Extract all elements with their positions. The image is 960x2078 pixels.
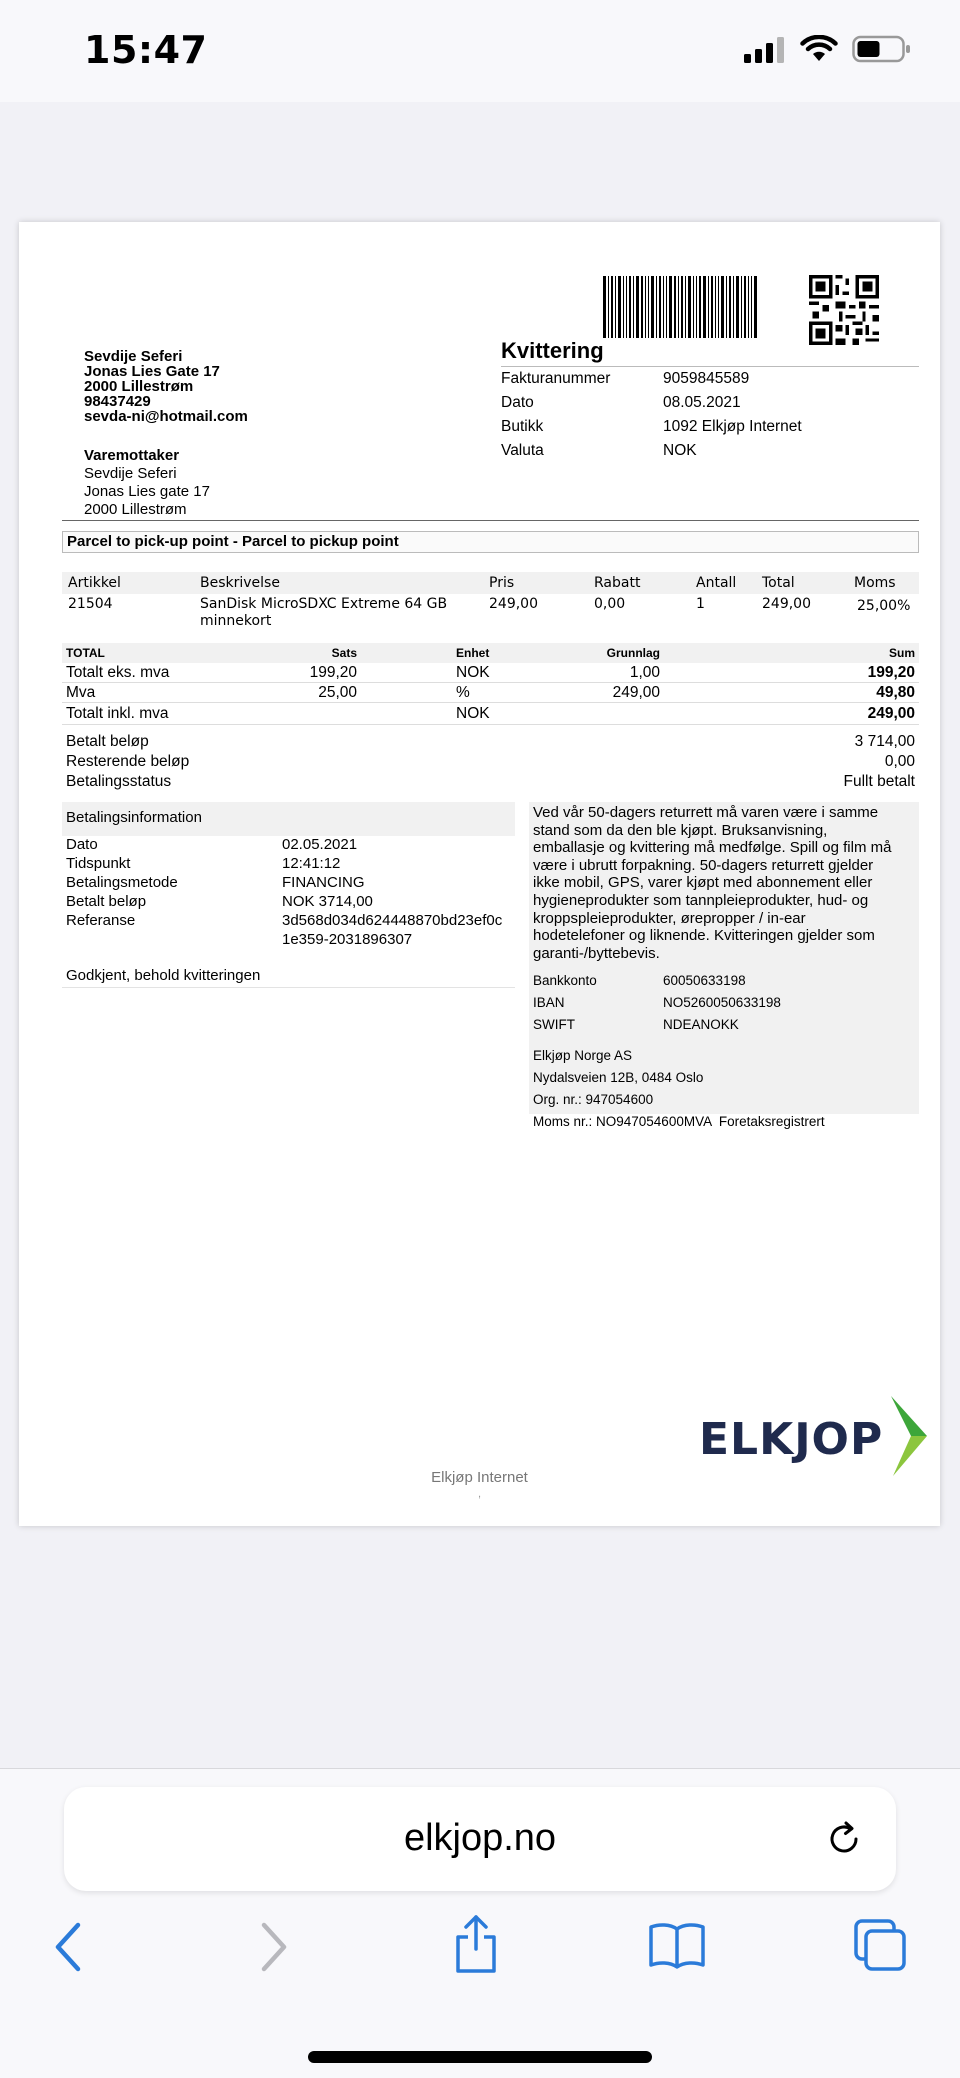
buyer-street: Jonas Lies Gate 17: [84, 363, 220, 380]
totals-sum: 49,80: [876, 684, 915, 701]
payment-reference-cont: 1e359-2031896307: [282, 931, 413, 948]
payment-info-label: Betalingsmetode: [66, 874, 178, 891]
table-row: [62, 663, 919, 683]
buyer-phone: 98437429: [84, 393, 151, 410]
recipient-city: 2000 Lillestrøm: [84, 501, 187, 518]
payment-info-label: Dato: [66, 836, 98, 853]
section-divider: [62, 520, 919, 521]
payment-info-label: Tidspunkt: [66, 855, 131, 872]
item-vat: 25,00%: [857, 598, 911, 614]
col-article: Artikkel: [68, 575, 121, 591]
payment-date: 02.05.2021: [282, 836, 358, 853]
invoice-number: 9059845589: [663, 370, 750, 387]
item-price: 249,00: [489, 596, 538, 612]
paid-amount-label: Betalt beløp: [66, 733, 149, 750]
recipient-street: Jonas Lies gate 17: [84, 483, 210, 500]
totals-sum: 199,20: [867, 664, 915, 681]
buyer-city: 2000 Lillestrøm: [84, 378, 194, 395]
approved-note: Godkjent, behold kvitteringen: [62, 965, 515, 988]
status-icons: [744, 34, 912, 64]
policy-line: Ved vår 50-dagers returrett må varen være i samme: [533, 804, 879, 821]
payment-reference: 3d568d034d624448870bd23ef0c: [282, 912, 503, 929]
payment-info: [62, 834, 515, 952]
status-time: 15:47: [84, 28, 208, 72]
totals-header: [62, 643, 919, 663]
remaining-amount-label: Resterende beløp: [66, 753, 190, 770]
return-policy-box: [529, 802, 919, 1129]
logo-text: ELKJOP: [699, 1414, 884, 1465]
receipt-document: [19, 222, 940, 1526]
browser-toolbar: [0, 1768, 960, 2078]
policy-line: hygieneprodukter som tannpleieprodukter, hud- og: [533, 891, 869, 909]
company-address: Nydalsveien 12B, 0484 Oslo: [533, 1070, 704, 1085]
forward-button[interactable]: [256, 1919, 292, 1975]
payment-time: 12:41:12: [282, 855, 341, 872]
cellular-signal-icon: [744, 35, 786, 63]
meta-label: Dato: [501, 394, 534, 411]
bank-label: Bankkonto: [533, 973, 597, 988]
recipient-name: Sevdije Seferi: [84, 465, 177, 482]
totals-unit: %: [456, 684, 470, 701]
title-divider: [501, 366, 919, 367]
bank-label: IBAN: [533, 995, 565, 1010]
return-policy-text: [533, 804, 917, 962]
wifi-icon: [800, 35, 838, 63]
bookmarks-button[interactable]: [648, 1921, 706, 1969]
home-indicator[interactable]: [308, 2051, 652, 2063]
policy-line: hodetelefoner og liknende. Kvitteringen gjelder som: [533, 927, 875, 945]
footer-store: Elkjøp Internet: [431, 1469, 528, 1486]
totals-basis: 249,00: [612, 684, 660, 701]
totals-rate: 199,20: [309, 664, 357, 681]
policy-line: emballasje og kvittering må medfølge. Spill og film må: [533, 839, 892, 857]
col-qty: Antall: [696, 575, 737, 591]
payment-status-label: Betalingsstatus: [66, 773, 172, 790]
url-text[interactable]: elkjop.no: [403, 1817, 557, 1859]
recipient-address: [84, 447, 210, 519]
battery-icon: [852, 34, 912, 64]
table-row: [62, 683, 919, 703]
totals-label: Totalt inkl. mva: [66, 705, 169, 722]
paid-amount-value: 3 714,00: [854, 733, 915, 750]
meta-label: Fakturanummer: [501, 370, 611, 387]
col-total: Total: [762, 575, 795, 591]
item-total: 249,00: [762, 596, 811, 612]
elkjop-logo: [699, 1394, 931, 1478]
recipient-heading: Varemottaker: [84, 447, 180, 464]
remaining-amount-value: 0,00: [884, 753, 915, 770]
bank-account: 60050633198: [663, 973, 746, 988]
iban: NO5260050633198: [663, 995, 781, 1010]
receipt-date: 08.05.2021: [663, 394, 741, 411]
table-row: [62, 594, 919, 632]
company-details: [533, 1045, 917, 1133]
totals-col-basis: Grunnlag: [606, 646, 660, 660]
table-row: [62, 703, 919, 725]
company-name: Elkjøp Norge AS: [533, 1048, 633, 1063]
shipping-method: Parcel to pick-up point - Parcel to pickup point: [62, 531, 919, 553]
payment-amount: NOK 3714,00: [282, 893, 373, 910]
company-vat-number: Moms nr.: NO947054600MVA Foretaksregistrert: [533, 1114, 825, 1129]
totals-rate: 25,00: [318, 684, 357, 701]
qr-code-image: [809, 275, 879, 345]
payment-method: FINANCING: [282, 874, 365, 891]
address-bar[interactable]: [64, 1787, 896, 1891]
payment-info-label: Betalt beløp: [66, 893, 147, 910]
item-description: SanDisk MicroSDXC Extreme 64 GB minnekort: [200, 596, 448, 629]
items-header: [62, 572, 919, 594]
totals-col-total: TOTAL: [66, 646, 105, 660]
col-price: Pris: [489, 575, 515, 591]
totals-unit: NOK: [456, 705, 490, 722]
swift: NDEANOKK: [663, 1017, 739, 1032]
totals-basis: 1,00: [629, 664, 660, 681]
totals-unit: NOK: [456, 664, 490, 681]
policy-line: ikke mobil, GPS, varer kjøpt med abonnement eller: [533, 874, 873, 892]
payment-status-value: Fullt betalt: [843, 773, 915, 790]
col-vat: Moms: [854, 575, 896, 591]
bank-label: SWIFT: [533, 1017, 575, 1032]
buyer-email: sevda-ni@hotmail.com: [84, 408, 248, 425]
company-org-number: Org. nr.: 947054600: [533, 1092, 654, 1107]
payment-summary: [62, 733, 919, 795]
item-discount: 0,00: [594, 596, 626, 612]
totals-col-unit: Enhet: [456, 646, 490, 660]
tabs-button[interactable]: [852, 1917, 908, 1973]
logo-chevron-icon: [889, 1396, 929, 1476]
footer-mark: ,: [477, 1488, 482, 1500]
item-article: 21504: [68, 596, 113, 612]
col-discount: Rabatt: [594, 575, 641, 591]
meta-label: Butikk: [501, 418, 544, 435]
col-description: Beskrivelse: [200, 575, 280, 591]
reload-icon[interactable]: [822, 1817, 866, 1861]
policy-line: garanti-/byttebevis.: [533, 944, 660, 962]
buyer-name: Sevdije Seferi: [84, 348, 183, 365]
totals-col-sum: Sum: [888, 646, 915, 660]
grand-total: 249,00: [867, 705, 915, 722]
currency: NOK: [663, 442, 697, 459]
policy-line: være i ubrutt forpakning. 50-dagers returrett gjelder: [533, 856, 874, 874]
back-button[interactable]: [50, 1919, 86, 1975]
payment-info-heading: Betalingsinformation: [62, 802, 515, 836]
share-button[interactable]: [452, 1913, 500, 1975]
receipt-meta: [501, 370, 919, 466]
totals-label: Mva: [66, 684, 96, 701]
payment-info-label: Referanse: [66, 912, 136, 929]
policy-line: stand som da den ble kjøpt. Bruksanvisning,: [533, 821, 828, 839]
totals-col-rate: Sats: [331, 646, 357, 660]
buyer-address: [84, 349, 248, 424]
store-name: 1092 Elkjøp Internet: [663, 418, 802, 435]
meta-label: Valuta: [501, 442, 544, 459]
receipt-title: Kvittering: [501, 338, 604, 363]
item-qty: 1: [696, 596, 705, 612]
policy-line: kroppspleieprodukter, ørepropper / in-ear: [533, 909, 806, 927]
totals-label: Totalt eks. mva: [66, 664, 170, 681]
status-bar: [0, 0, 960, 102]
barcode-image: [603, 276, 783, 338]
